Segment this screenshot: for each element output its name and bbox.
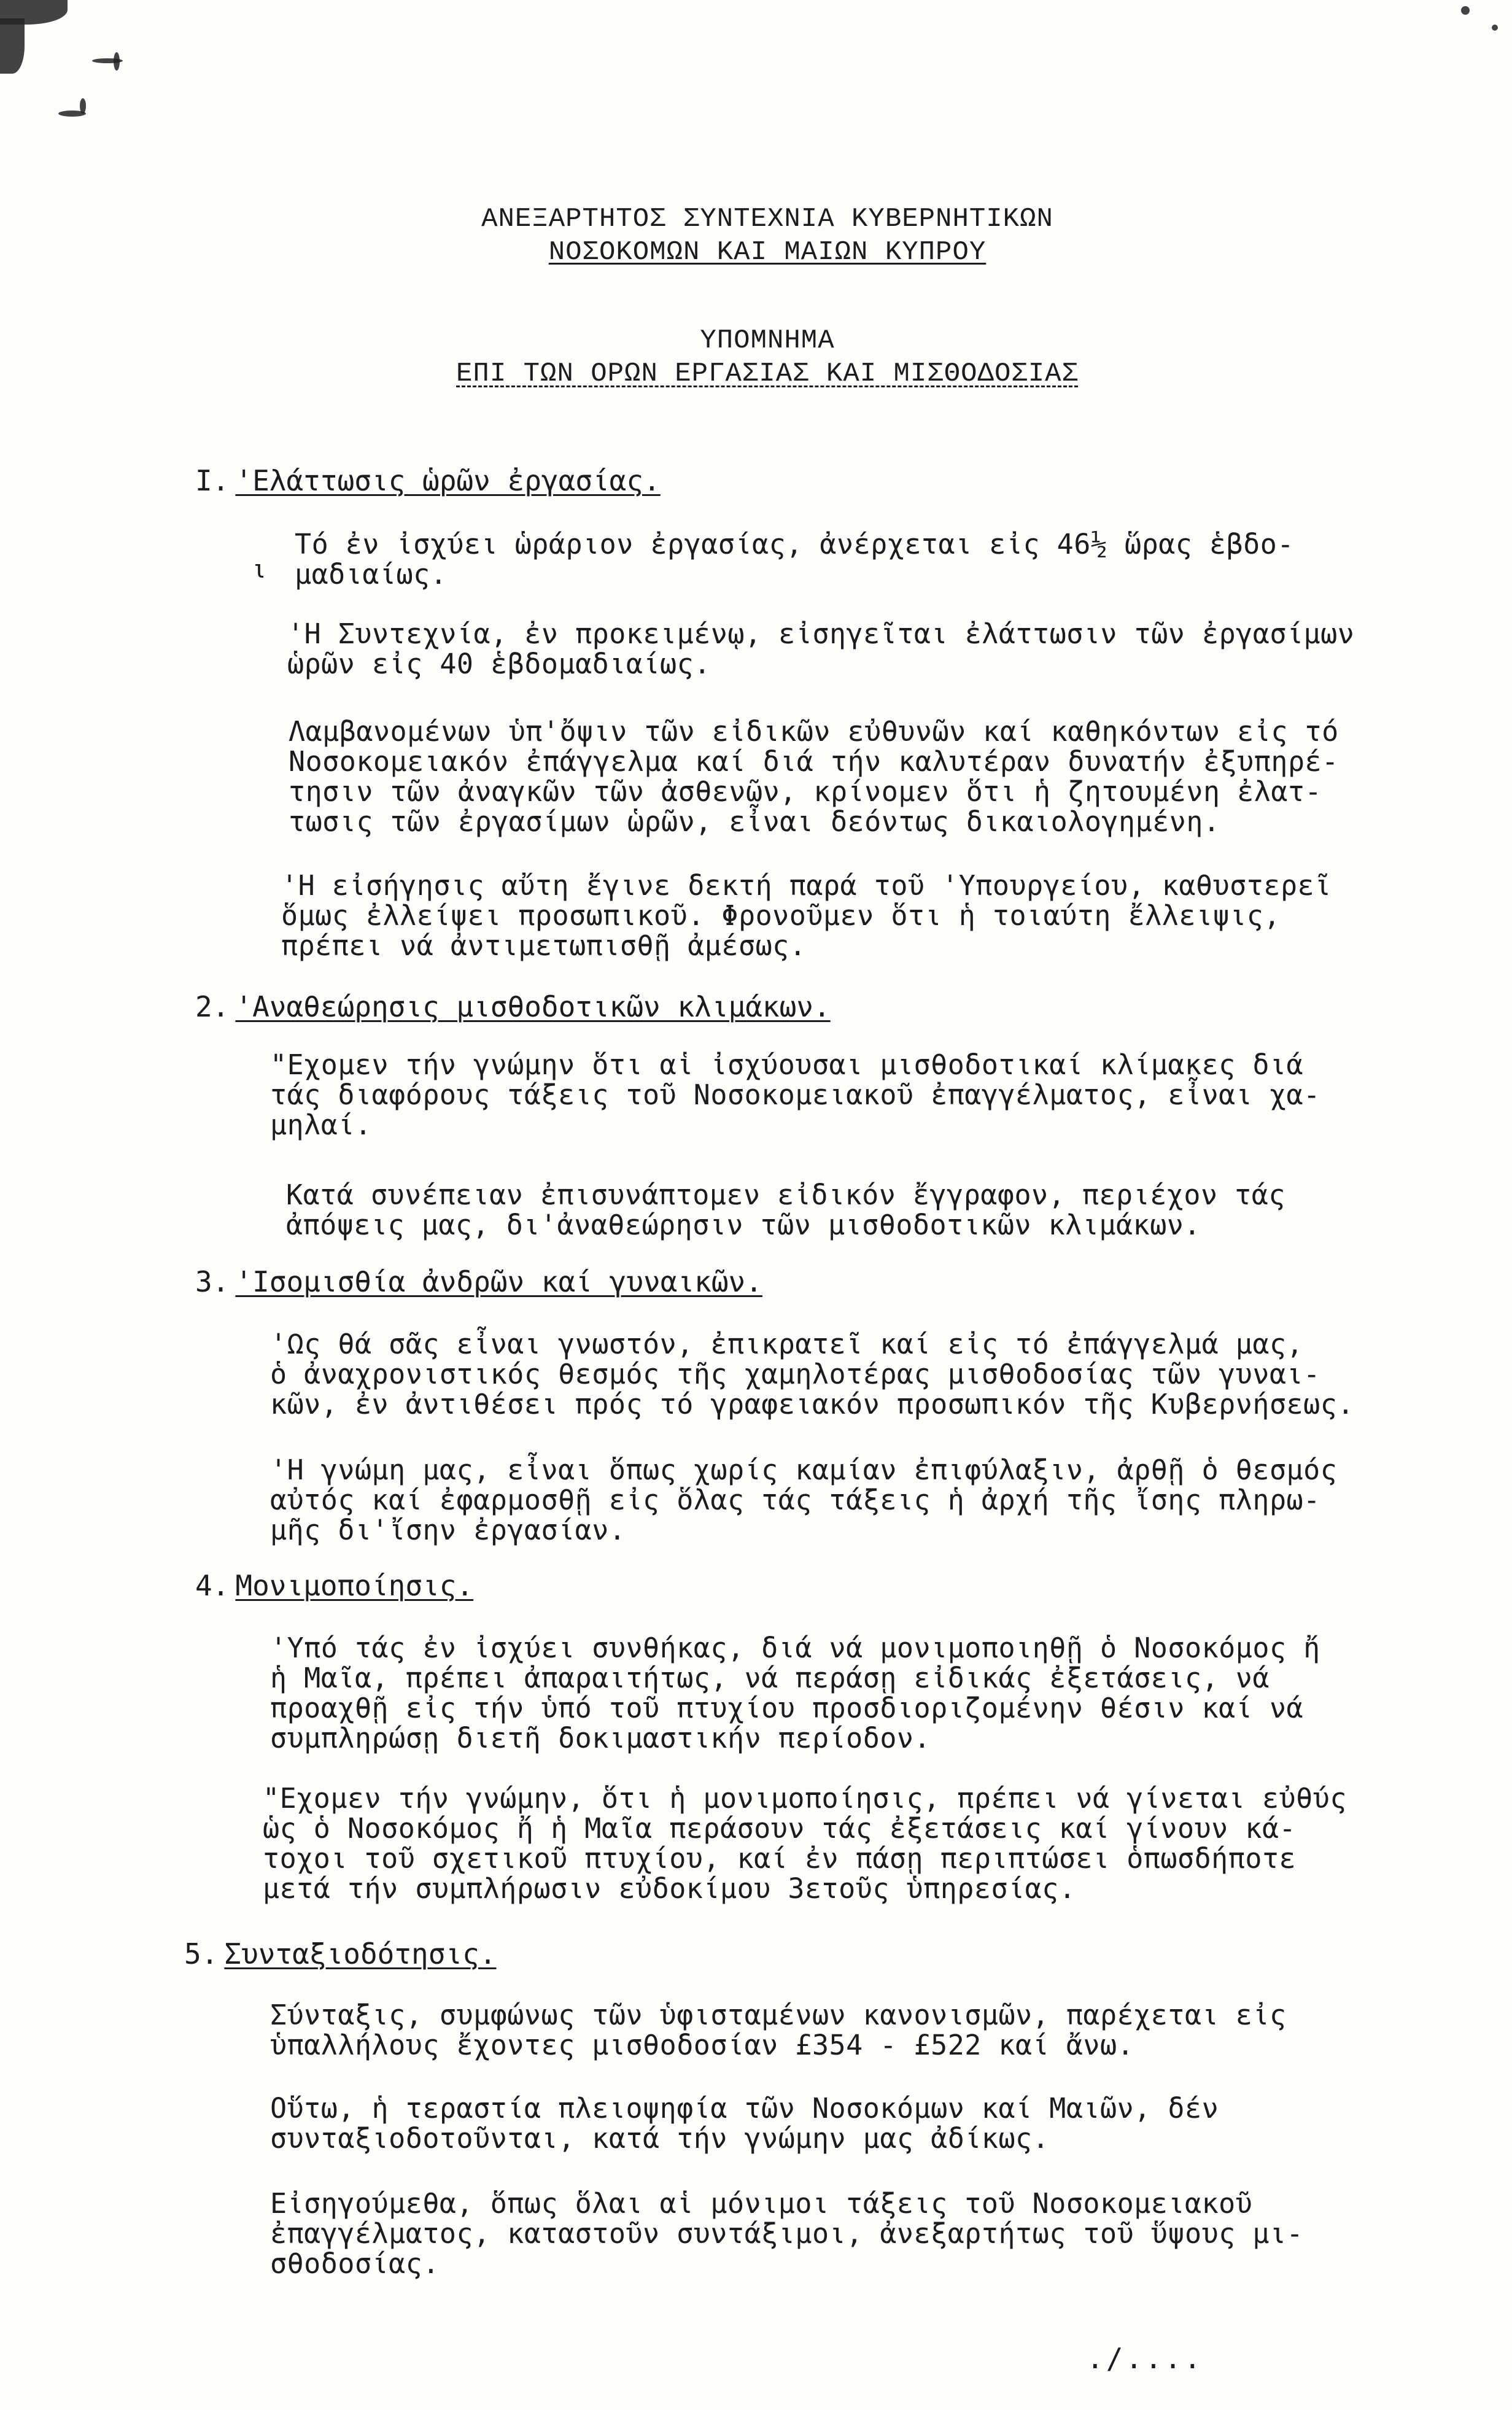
section-number: 3. [195,1265,230,1298]
scan-artifact [80,98,86,114]
section-paragraph: 'Η εἰσήγησις αὔτη ἔγινε δεκτή παρά τοῦ 'Υπουργείου, καθυστερεῖ ὅμως ἐλλείψει προσωπικοῦ. Φρονοῦμεν ὅτι ἡ τοιαύτη ἔλλειψις, πρέπει νά ἀντιμετωπισθῇ ἀμέσως. [281,869,1332,962]
section-paragraph: Λαμβανομένων ὑπ'ὄψιν τῶν εἰδικῶν εὐθυνῶν καί καθηκόντων εἰς τό Νοσοκομειακόν ἐπάγγελμα καί διά τήν καλυτέραν δυνατήν ἐξυπηρέ- τησιν τῶν ἀναγκῶν τῶν ἀσθενῶν, κρίνομεν ὅτι ἡ ζητουμένη ἐλατ- τωσις τῶν ἐργασίμων ὡρῶν, εἶναι δεόντως δικαιολογημένη. [289,715,1339,838]
section-paragraph: Οὕτω, ἡ τεραστία πλειοψηφία τῶν Νοσοκόμων καί Μαιῶν, δέν συνταξιοδοτοῦνται, κατά τήν γνώμην μας ἀδίκως. [270,2092,1219,2155]
section-paragraph: "Εχομεν τήν γνώμην ὅτι αἱ ἰσχύουσαι μισθοδοτικαί κλίμακες διά τάς διαφόρους τάξεις τοῦ Νοσοκομειακοῦ ἐπαγγέλματος, εἶναι χα- μηλαί. [270,1048,1320,1141]
document-title-block [368,324,1166,390]
section-title: Συνταξιοδότησις. [224,1937,497,1970]
section-heading [195,463,661,498]
margin-mark: ι [252,556,267,584]
continuation-mark: ./.... [1087,2342,1204,2375]
section-title: 'Ισομισθία ἀνδρῶν καί γυναικῶν. [235,1265,762,1298]
section-title: 'Αναθεώρησις μισθοδοτικῶν κλιμάκων. [235,990,831,1023]
section-title: Μονιμοποίησις. [235,1569,474,1602]
section-number: 4. [195,1569,230,1602]
organization-name [368,203,1166,269]
section-heading [195,1568,473,1603]
scan-artifact [0,18,25,74]
organization-line-1: ΑΝΕΞΑΡΤΗΤΟΣ ΣΥΝΤΕΧΝΙΑ ΚΥΒΕΡΝΗΤΙΚΩΝ [481,204,1053,234]
section-paragraph: Τό ἐν ἰσχύει ὡράριον ἐργασίας, ἀνέρχεται εἰς 46½ ὥρας ἑβδο- μαδιαίως. [295,528,1294,591]
section-number: I. [195,464,230,497]
section-title: 'Ελάττωσις ὡρῶν ἐργασίας. [235,464,661,497]
section-paragraph: Κατά συνέπειαν ἐπισυνάπτομεν εἰδικόν ἔγγραφον, περιέχον τάς ἀπόψεις μας, δι'ἀναθεώρησιν τῶν μισθοδοτικῶν κλιμάκων. [286,1179,1285,1241]
section-heading [195,1265,762,1299]
section-paragraph: Σύνταξις, συμφώνως τῶν ὑφισταμένων κανονισμῶν, παρέχεται εἰς ὑπαλλήλους ἔχοντες μισθοδοσίαν £354 - £522 καί ἄνω. [270,1999,1287,2061]
document-title: ΥΠΟΜΝΗΜΑ [700,325,835,356]
scan-artifact [1461,6,1470,15]
section-number: 2. [195,990,230,1023]
document-subtitle: ΕΠΙ ΤΩΝ ΟΡΩΝ ΕΡΓΑΣΙΑΣ ΚΑΙ ΜΙΣΘΟΔΟΣΙΑΣ [456,358,1079,389]
scan-artifact [1492,25,1498,31]
section-paragraph: 'Ως θά σᾶς εἶναι γνωστόν, ἐπικρατεῖ καί εἰς τό ἐπάγγελμά μας, ὁ ἀναχρονιστικός θεσμός τῆς χαμηλοτέρας μισθοδοσίας τῶν γυναι- κῶν, ἐν ἀντιθέσει πρός τό γραφειακόν προσωπικόν τῆς Κυβερνήσεως. [270,1328,1354,1420]
section-paragraph: 'Η Συντεχνία, ἐν προκειμένῳ, εἰσηγεῖται ἐλάττωσιν τῶν ἐργασίμων ὡρῶν εἰς 40 ἑβδομαδιαίως. [287,618,1355,680]
section-heading [195,990,831,1024]
section-heading [184,1937,497,1971]
section-paragraph: Εἰσηγούμεθα, ὅπως ὅλαι αἱ μόνιμοι τάξεις τοῦ Νοσοκομειακοῦ ἐπαγγέλματος, καταστοῦν συντάξιμοι, ἀνεξαρτήτως τοῦ ὕψους μι- σθοδοσίας. [270,2187,1304,2280]
organization-line-2: ΝΟΣΟΚΟΜΩΝ ΚΑΙ ΜΑΙΩΝ ΚΥΠΡΟΥ [548,237,987,268]
section-paragraph: 'Υπό τάς ἐν ἰσχύει συνθήκας, διά νά μονιμοποιηθῇ ὁ Νοσοκόμος ἤ ἡ Μαῖα, πρέπει ἀπαραιτήτως, νά περάσῃ εἰδικάς ἐξετάσεις, νά προαχθῇ εἰς τήν ὑπό τοῦ πτυχίου προσδιοριζομένην θέσιν καί νά συμπληρώσῃ διετῆ δοκιμαστικήν περίοδον. [270,1632,1320,1754]
section-paragraph: "Εχομεν τήν γνώμην, ὅτι ἡ μονιμοποίησις, πρέπει νά γίνεται εὐθύς ὡς ὁ Νοσοκόμος ἤ ἡ Μαῖα περάσουν τάς ἐξετάσεις καί γίνουν κά- τοχοι τοῦ σχετικοῦ πτυχίου, καί ἐν πάσῃ περιπτώσει ὁπωσδήποτε μετά τήν συμπλήρωσιν εὐδοκίμου 3ετοῦς ὑπηρεσίας. [263,1782,1347,1905]
section-paragraph: 'Η γνώμη μας, εἶναι ὅπως χωρίς καμίαν ἐπιφύλαξιν, ἀρθῇ ὁ θεσμός αὐτός καί ἐφαρμοσθῇ εἰς ὅλας τάς τάξεις ἡ ἀρχή τῆς ἴσης πληρω- μῆς δι'ἴσην ἐργασίαν. [270,1454,1338,1546]
section-number: 5. [184,1937,219,1970]
scan-artifact [114,52,120,71]
